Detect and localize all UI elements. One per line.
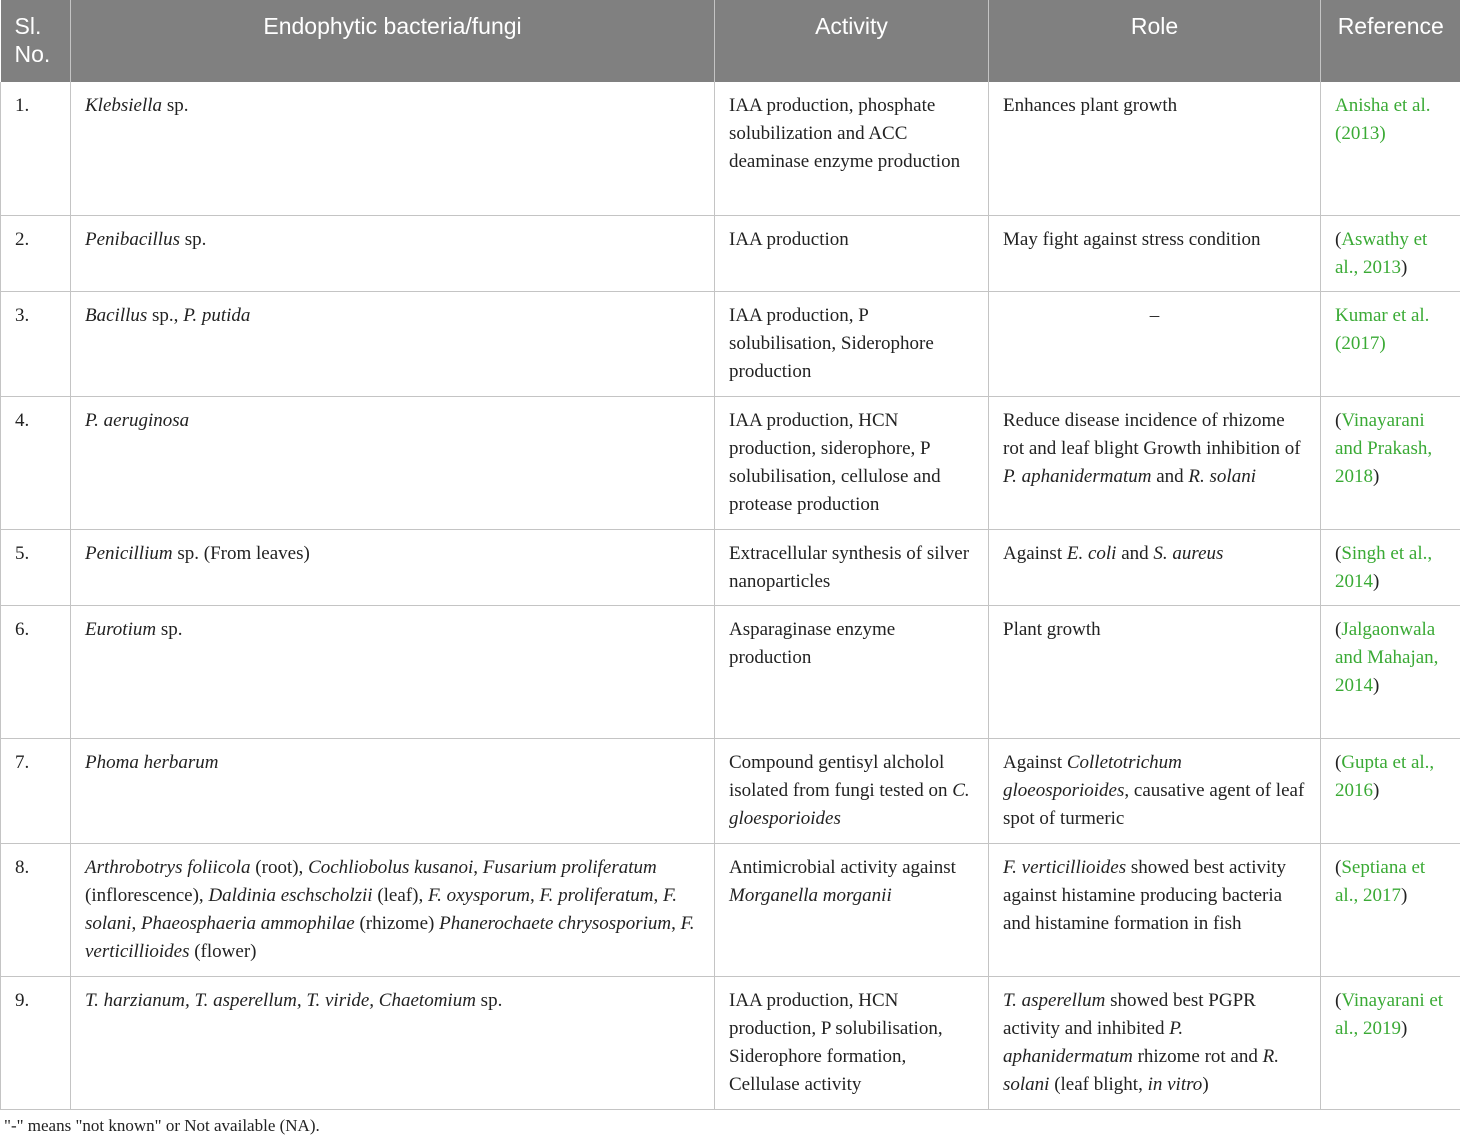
organism-text: , xyxy=(530,884,540,906)
cell-role xyxy=(989,396,1321,529)
paren-close: ) xyxy=(1373,570,1380,592)
paren-close: ) xyxy=(1373,779,1380,801)
role-text: Against xyxy=(1003,751,1067,773)
cell-role xyxy=(989,843,1321,976)
organism-text: sp., xyxy=(147,304,184,326)
table-row xyxy=(1,396,1460,529)
table-row xyxy=(1,215,1460,291)
organism-text: Phoma herbarum xyxy=(85,751,219,773)
cell-reference xyxy=(1321,976,1460,1109)
reference-link[interactable]: Aswathy et al., 2013 xyxy=(1335,228,1428,278)
organism-text: P. aeruginosa xyxy=(85,409,190,431)
header-role: Role xyxy=(989,0,1321,82)
cell-sl-no: 1. xyxy=(1,82,71,215)
cell-organism xyxy=(71,396,715,529)
paren-close: ) xyxy=(1373,465,1380,487)
cell-role xyxy=(989,215,1321,291)
role-text: showed best PGPR activity and inhibited xyxy=(1003,989,1256,1039)
cell-reference xyxy=(1321,738,1460,843)
reference-link[interactable]: Vinayarani et al., 2019 xyxy=(1335,989,1444,1039)
cell-reference xyxy=(1321,843,1460,976)
header-sl-no: Sl. No. xyxy=(1,0,71,82)
role-text: Reduce disease incidence of rhizome rot and leaf blight Growth inhibition of xyxy=(1003,409,1301,459)
organism-text: sp. xyxy=(162,95,189,116)
cell-reference xyxy=(1321,529,1460,605)
cell-activity xyxy=(715,843,989,976)
cell-organism xyxy=(71,738,715,843)
paren-open: ( xyxy=(1335,409,1342,431)
activity_parts-text: C. gloesporioides xyxy=(729,779,970,829)
header-activity: Activity xyxy=(715,0,989,82)
header-organism: Endophytic bacteria/fungi xyxy=(71,0,715,82)
role-text: ) xyxy=(1202,1073,1209,1095)
cell-organism xyxy=(71,605,715,738)
cell-organism xyxy=(71,291,715,396)
reference-link[interactable]: Anisha et al. (2013) xyxy=(1335,95,1431,144)
cell-organism xyxy=(71,843,715,976)
table-row xyxy=(1,843,1460,976)
organism-text: Klebsiella xyxy=(85,95,163,116)
cell-activity: Extracellular synthesis of silver nanoparticles xyxy=(715,529,989,605)
organism-text: (inflorescence), xyxy=(85,884,209,906)
paren-open: ( xyxy=(1335,228,1342,250)
organism-text: T. harzianum, T. asperellum, T. viride, Chaetomium xyxy=(85,989,476,1011)
organism-text: Eurotium xyxy=(85,618,157,640)
organism-text: Cochliobolus kusanoi xyxy=(308,856,474,878)
cell-role xyxy=(989,605,1321,738)
paren-close: ) xyxy=(1400,884,1408,906)
paren-open: ( xyxy=(1335,542,1342,564)
cell-sl-no: 5. xyxy=(1,529,71,605)
cell-activity xyxy=(715,738,989,843)
cell-sl-no: 9. xyxy=(1,976,71,1109)
role-text: R. solani xyxy=(1003,1045,1279,1095)
organism-text: Fusarium proliferatum xyxy=(482,856,657,878)
cell-sl-no: 2. xyxy=(1,215,71,291)
paren-close: ) xyxy=(1400,256,1408,278)
activity_parts-text: Antimicrobial activity against xyxy=(729,856,956,878)
table-body xyxy=(1,82,1460,1109)
table-row xyxy=(1,738,1460,843)
paren-open: ( xyxy=(1335,618,1342,640)
organism-text: F. verticillioides xyxy=(85,912,695,962)
cell-sl-no: 8. xyxy=(1,843,71,976)
activity_parts-text: Compound gentisyl alcholol isolated from fungi tested on xyxy=(729,751,953,801)
cell-reference xyxy=(1321,82,1460,215)
cell-activity: IAA production, HCN production, P solubilisation, Siderophore formation, Cellulase activity xyxy=(715,976,989,1109)
paren-open: ( xyxy=(1335,989,1342,1011)
role-text: S. aureus xyxy=(1153,542,1224,564)
reference-link[interactable]: Gupta et al., 2016 xyxy=(1335,751,1435,801)
organism-text: Bacillus xyxy=(85,304,148,326)
role-text: Against xyxy=(1003,542,1067,564)
role-text: – xyxy=(1149,304,1160,326)
cell-sl-no: 7. xyxy=(1,738,71,843)
role-text: , causative agent of leaf spot of turmeric xyxy=(1003,779,1305,829)
role-text: rhizome rot and xyxy=(1132,1045,1263,1067)
paren-open: ( xyxy=(1335,751,1342,773)
organism-text: Phanerochaete chrysosporium xyxy=(439,912,672,934)
organism-text: F. solani xyxy=(85,884,677,934)
role-text: in vitro xyxy=(1147,1073,1203,1095)
role-text: and xyxy=(1116,542,1154,564)
role-text: P. aphanidermatum xyxy=(1003,465,1152,487)
header-reference: Reference xyxy=(1321,0,1460,82)
role-text: Plant growth xyxy=(1003,618,1101,640)
cell-role xyxy=(989,529,1321,605)
organism-text: P. putida xyxy=(183,304,251,326)
organism-text: Phaeosphaeria ammophilae xyxy=(140,912,355,934)
reference-link[interactable]: Singh et al., 2014 xyxy=(1335,542,1433,592)
organism-text: Daldinia eschscholzii xyxy=(208,884,373,906)
organism-text: (flower) xyxy=(189,940,257,962)
organism-text: (rhizome) xyxy=(354,912,440,934)
cell-sl-no: 3. xyxy=(1,291,71,396)
reference-link[interactable]: Kumar et al. (2017) xyxy=(1335,304,1430,354)
role-text: T. asperellum xyxy=(1003,989,1106,1011)
paren-close: ) xyxy=(1373,674,1380,696)
organism-text: Penibacillus xyxy=(85,228,180,250)
cell-role xyxy=(989,976,1321,1109)
organism-text: Arthrobotrys foliicola xyxy=(85,856,251,878)
role-text: and xyxy=(1151,465,1189,487)
table-row xyxy=(1,529,1460,605)
organism-text: , xyxy=(473,856,483,878)
organism-text: sp. xyxy=(475,989,503,1011)
cell-activity: IAA production, P solubilisation, Siderophore production xyxy=(715,291,989,396)
cell-activity: IAA production, phosphate solubilization and ACC deaminase enzyme production xyxy=(715,82,989,215)
organism-text: sp. xyxy=(156,618,183,640)
role-text: E. coli xyxy=(1066,542,1117,564)
cell-reference xyxy=(1321,396,1460,529)
role-text: Colletotrichum gloeosporioides xyxy=(1003,751,1182,801)
reference-link[interactable]: Jalgaonwala and Mahajan, 2014 xyxy=(1335,618,1439,696)
organism-text: Penicillium xyxy=(85,542,173,564)
activity_parts-text: Morganella morganii xyxy=(729,884,892,906)
cell-reference xyxy=(1321,215,1460,291)
role-text: R. solani xyxy=(1188,465,1256,487)
cell-organism xyxy=(71,976,715,1109)
header-row xyxy=(1,0,1460,82)
organism-text: , xyxy=(671,912,681,934)
paren-open: ( xyxy=(1335,856,1342,878)
table-row xyxy=(1,605,1460,738)
paren-close: ) xyxy=(1400,1017,1408,1039)
role-text: Enhances plant growth xyxy=(1003,95,1178,116)
cell-role xyxy=(989,82,1321,215)
cell-role xyxy=(989,291,1321,396)
cell-organism xyxy=(71,529,715,605)
organism-text: F. oxysporum xyxy=(427,884,531,906)
organism-text: (root), xyxy=(250,856,309,878)
role-text: (leaf blight, xyxy=(1049,1073,1148,1095)
table-row xyxy=(1,82,1460,215)
organism-text: (leaf), xyxy=(372,884,428,906)
role-text: F. verticillioides xyxy=(1003,856,1127,878)
cell-activity: IAA production, HCN production, siderophore, P solubilisation, cellulose and protease production xyxy=(715,396,989,529)
cell-activity: IAA production xyxy=(715,215,989,291)
organism-text: F. proliferatum xyxy=(539,884,654,906)
reference-link[interactable]: Vinayarani and Prakash, 2018 xyxy=(1335,409,1433,487)
table-row xyxy=(1,291,1460,396)
cell-organism xyxy=(71,82,715,215)
role-text: May fight against stress condition xyxy=(1003,228,1261,250)
reference-link[interactable]: Septiana et al., 2017 xyxy=(1335,856,1426,906)
organism-text: , xyxy=(131,912,141,934)
cell-sl-no: 6. xyxy=(1,605,71,738)
table-row xyxy=(1,976,1460,1109)
organism-text: sp. (From leaves) xyxy=(172,542,310,564)
cell-organism xyxy=(71,215,715,291)
cell-role xyxy=(989,738,1321,843)
organism-text: , xyxy=(653,884,664,906)
cell-sl-no: 4. xyxy=(1,396,71,529)
cell-activity: Asparaginase enzyme production xyxy=(715,605,989,738)
organism-text: sp. xyxy=(179,228,207,250)
cell-reference xyxy=(1321,291,1460,396)
role-text: showed best activity against histamine producing bacteria and histamine formation in fish xyxy=(1003,856,1287,934)
cell-reference xyxy=(1321,605,1460,738)
footnote: "-" means "not known" or Not available (NA). xyxy=(4,1116,320,1135)
role-text: P. aphanidermatum xyxy=(1003,1017,1184,1067)
